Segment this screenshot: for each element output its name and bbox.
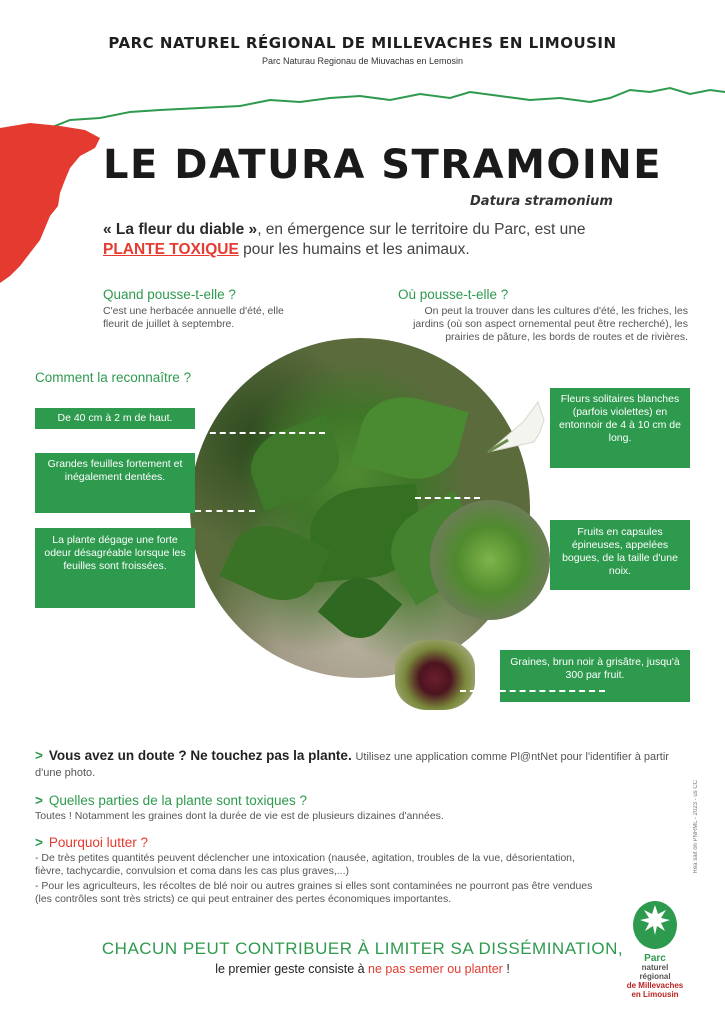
doubt-section [35,748,695,780]
doubt-text: Utilisez une application comme Pl@ntNet pour l'identifier à partir d'une photo. [35,751,669,779]
cta-sub-part2: ! [502,962,510,976]
chevron-right-icon: > [35,835,43,850]
fruit-photo [430,500,550,620]
main-title: LE DATURA STRAMOINE [103,142,663,188]
chevron-right-icon: > [35,793,43,808]
toxic-parts-heading-row [35,793,307,808]
flower-info-box: Fleurs solitaires blanches (parfois violettes) en entonnoir de 4 à 10 cm de long. [550,388,690,468]
seed-photo [395,640,475,710]
why-heading: Pourquoi lutter ? [48,835,148,850]
where-heading: Où pousse-t-elle ? [398,287,509,302]
recognize-heading: Comment la reconnaître ? [35,370,192,385]
smell-info-box: La plante dégage une forte odeur désagréable lorsque les feuilles sont froissées. [35,528,195,608]
intro-text [103,220,623,260]
toxic-highlight: PLANTE TOXIQUE [103,241,239,258]
logo-line2: naturel [641,963,669,972]
cta-sub-part1: le premier geste consiste à [215,962,369,976]
chevron-right-icon: > [35,748,43,763]
why-line1: - De très petites quantités peuvent déclencher une intoxication (nausée, agitation, troubles de la vue, désorientation, fièvre, tachycardie, convulsion et coma dans les cas plus graves,...) [35,852,575,877]
when-heading: Quand pousse-t-elle ? [103,287,236,302]
leaves-info-box: Grandes feuilles fortement et inégalement dentées. [35,453,195,513]
logo-line4: de Millevaches [626,981,684,990]
park-subtitle: Parc Naturau Regionau de Miuvachas en Lemosin [261,56,464,66]
when-text: C'est une herbacée annuelle d'été, elle fleurit de juillet à septembre. [103,305,284,330]
credit-text: Réa sait on PNRML - 2023 - us CC [693,780,699,874]
why-line2: - Pour les agriculteurs, les récoltes de blé noir ou autres graines si elles sont contaminées ne pourront pas être vendues (les contrôles sont très stricts) ce qui peut entrainer des pertes économiques importantes. [35,880,593,905]
where-text: On peut la trouver dans les cultures d'été, les friches, les jardins (où son aspect ornemental peut être recherché), les prairies de pâture, les bords de routes et de rivières. [413,305,688,343]
height-pointer [190,432,325,434]
call-to-action-sub [0,962,725,976]
call-to-action: CHACUN PEUT CONTRIBUER À LIMITER SA DISSÉMINATION, [101,939,624,958]
toxic-parts-text: Toutes ! Notamment les graines dont la durée de vie est de plusieurs dizaines d'années. [35,810,444,822]
intro-part2: pour les humains et les animaux. [238,241,470,258]
height-info-box: De 40 cm à 2 m de haut. [35,408,195,429]
logo-line1: Parc [644,953,666,964]
fruit-info-box: Fruits en capsules épineuses, appelées bogues, de la taille d'une noix. [550,520,690,590]
why-heading-row [35,835,148,850]
seed-pointer [460,690,605,692]
flower-illustration [478,392,548,472]
toxic-parts-heading: Quelles parties de la plante sont toxiques ? [48,793,308,808]
red-paint-splash [0,118,110,288]
leaves-pointer [195,510,255,512]
park-title: PARC NATUREL RÉGIONAL DE MILLEVACHES EN LIMOUSIN [108,34,617,52]
seed-info-box: Graines, brun noir à grisâtre, jusqu'à 300 par fruit. [500,650,690,702]
cta-highlight: ne pas semer ou planter [368,962,503,976]
intro-quote: « La fleur du diable » [103,221,258,238]
latin-name: Datura stramonium [470,194,613,209]
logo-line5: en Limousin [631,990,679,999]
flower-underline [560,470,660,472]
flower-pointer [415,497,480,499]
park-logo [626,900,700,999]
doubt-heading: Vous avez un doute ? Ne touchez pas la plante. [48,748,352,763]
park-logo-icon [630,900,680,950]
fruit-pointer [545,590,645,592]
intro-part1: , en émergence sur le territoire du Parc, est une [257,221,586,238]
logo-line3: régional [639,972,671,981]
